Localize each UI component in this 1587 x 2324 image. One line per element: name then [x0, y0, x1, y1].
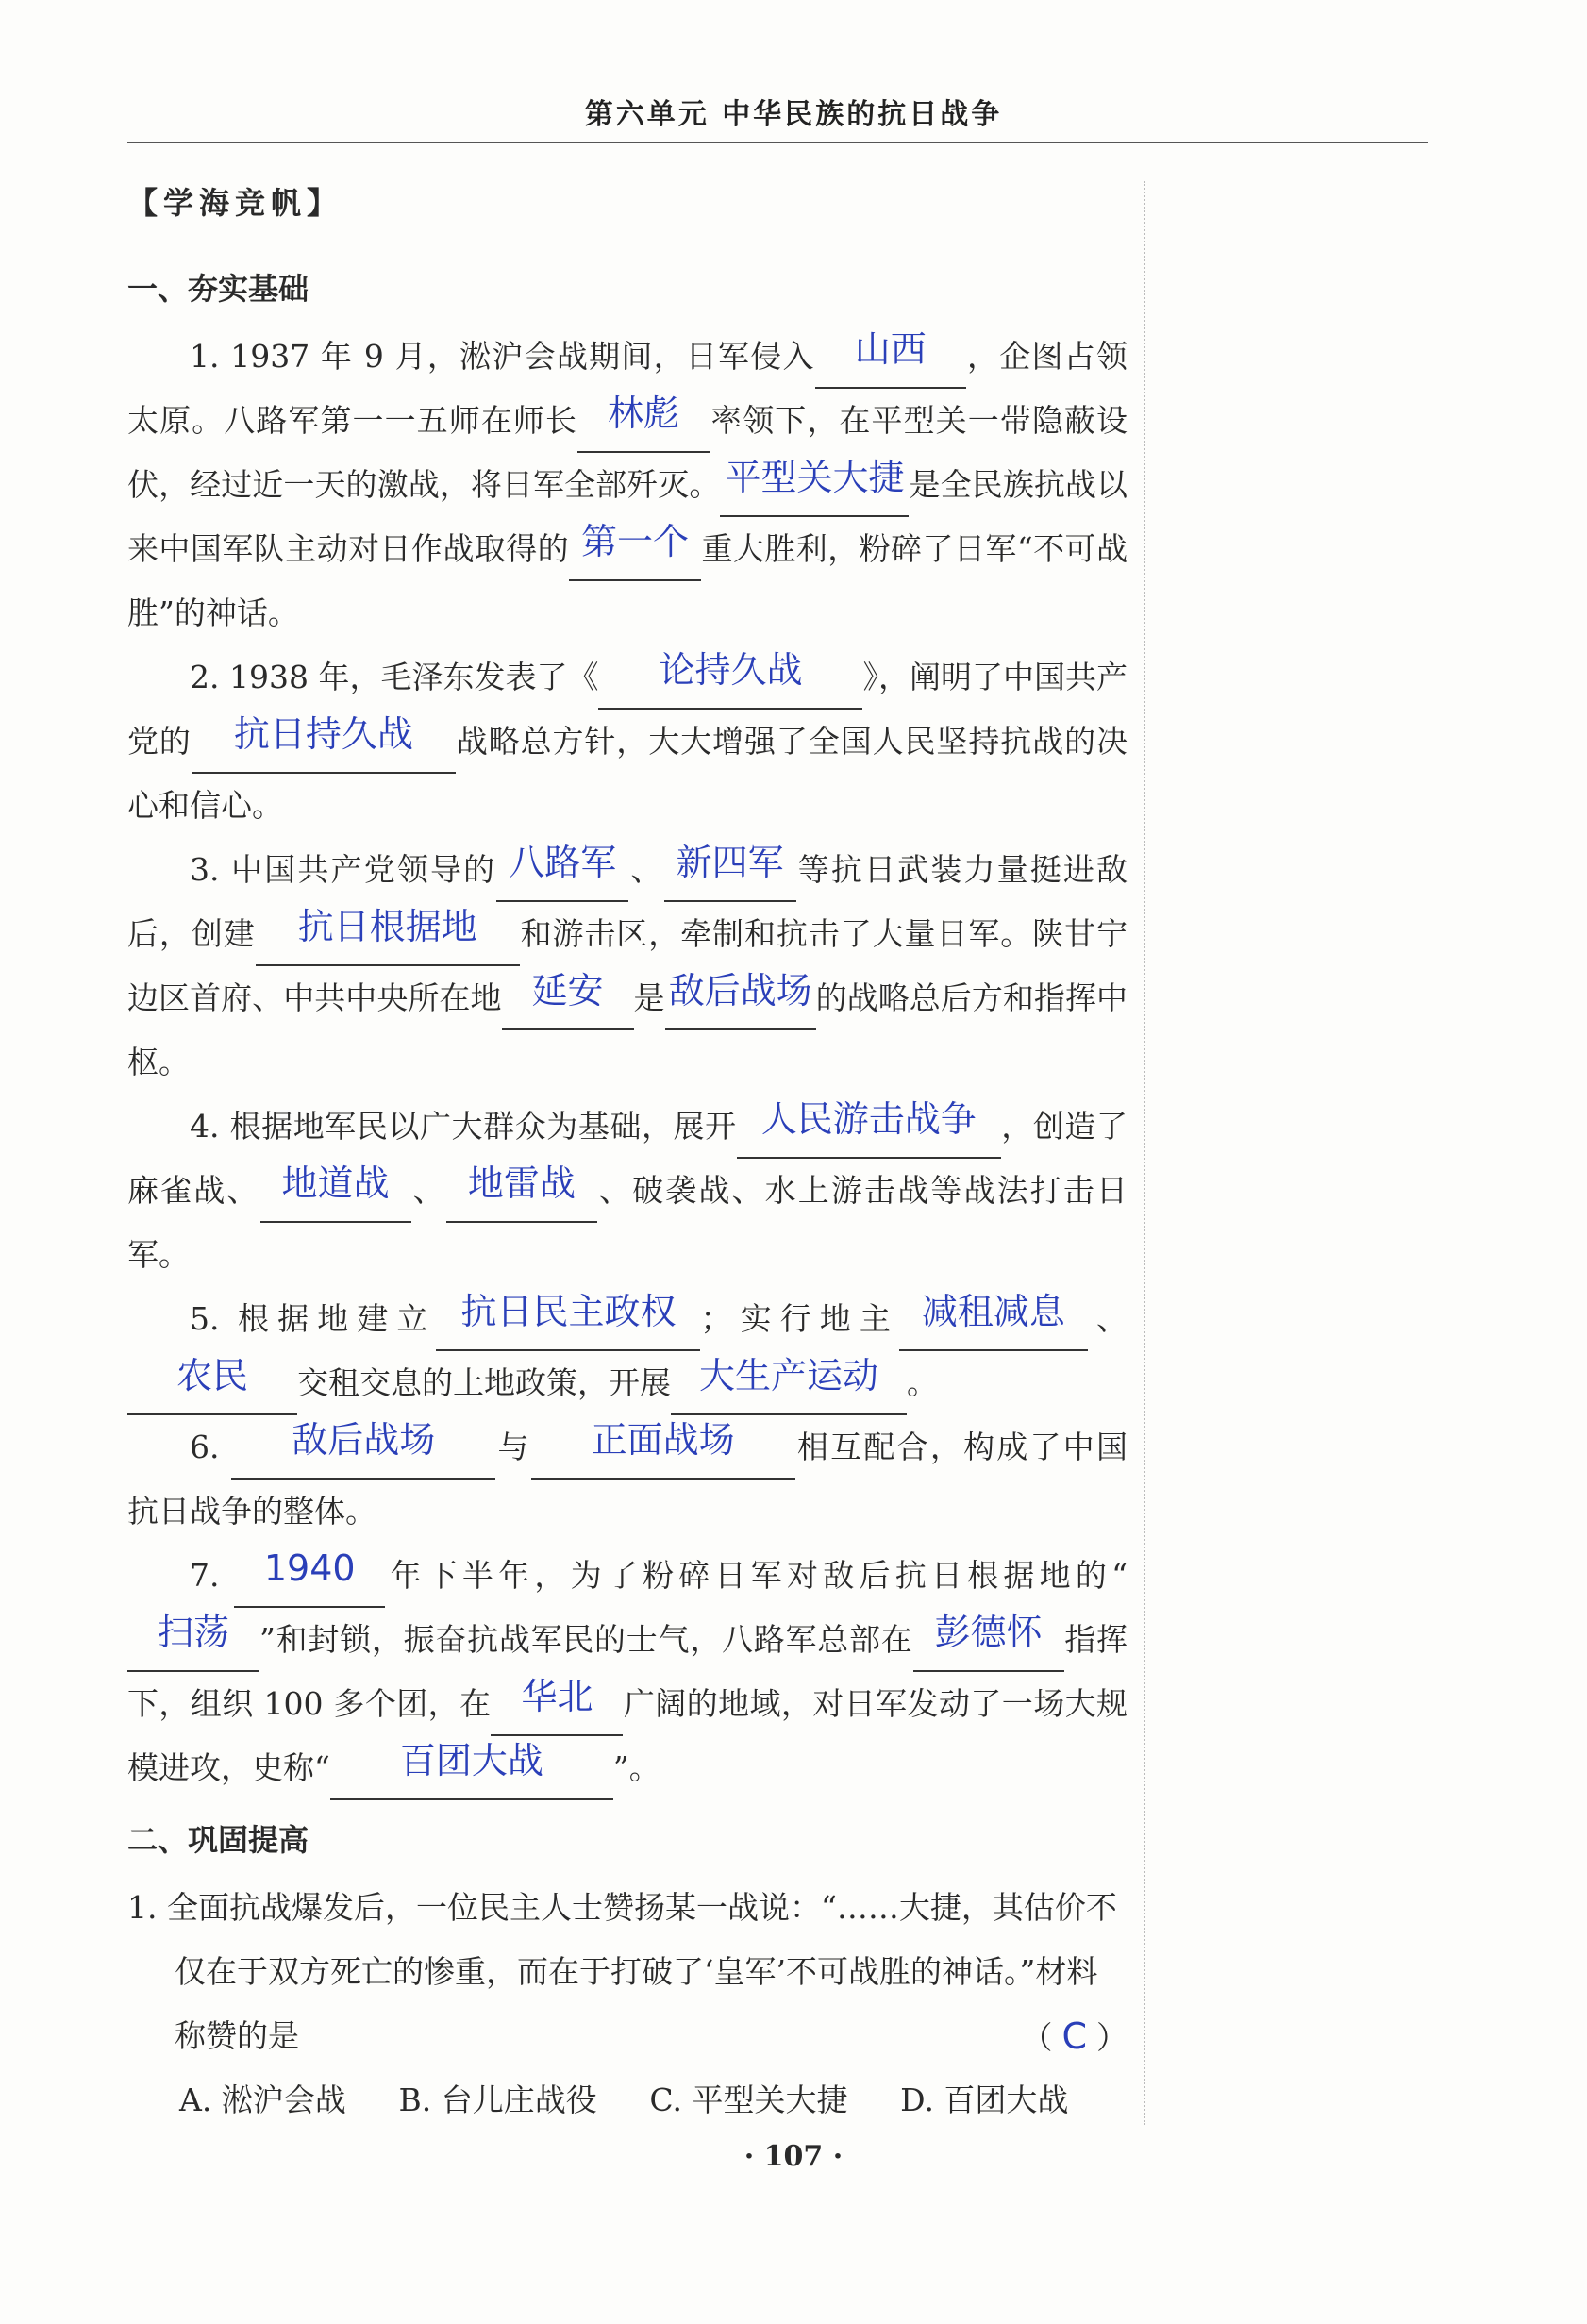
q7-text: 指挥下，组织 100 多个团，在	[127, 1621, 1128, 1722]
answer-blank[interactable]	[234, 1547, 385, 1608]
answer-blank[interactable]	[491, 1676, 623, 1736]
q3-text: 、	[628, 851, 664, 888]
q2-text: 》，阐明了中国共产党的	[127, 659, 1128, 760]
handwritten-answer: 论持久战	[659, 649, 803, 691]
handwritten-answer: 第一个	[581, 521, 690, 562]
question-3	[127, 838, 1128, 1095]
handwritten-answer: 华北	[521, 1676, 593, 1717]
handwritten-choice: C	[1061, 2015, 1087, 2057]
bracket-open: （	[1021, 2019, 1053, 2056]
answer-blank[interactable]	[737, 1098, 1001, 1159]
q7-text: ”和封锁，振奋抗战军民的士气，八路军总部在	[259, 1621, 913, 1658]
section-tag: 【学海竞帆】	[127, 185, 343, 221]
answer-blank[interactable]	[815, 328, 966, 389]
q3-text: 等抗日武装力量挺进敌后，创建	[127, 851, 1128, 952]
handwritten-answer: 地道战	[281, 1162, 390, 1204]
q6-text: 6.	[190, 1429, 232, 1465]
handwritten-answer: 敌后战场	[292, 1419, 436, 1461]
answer-blank[interactable]	[436, 1291, 700, 1351]
handwritten-answer: 平型关大捷	[725, 457, 905, 498]
q2-text: 2. 1938 年，毛泽东发表了《	[190, 659, 599, 695]
handwritten-answer: 百团大战	[399, 1740, 543, 1781]
option-d[interactable]: D. 百团大战	[900, 2082, 1069, 2118]
q7-text: 广阔的地域，对日军发动了一场大规模进攻，史称“	[127, 1685, 1128, 1786]
unit-title: 第六单元 中华民族的抗日战争	[584, 98, 1003, 131]
answer-blank[interactable]	[664, 842, 796, 902]
q3-text: 是	[633, 979, 665, 1016]
page-number: · 107 ·	[743, 2140, 844, 2173]
answer-blank[interactable]	[598, 649, 862, 710]
answer-blank[interactable]	[446, 1162, 597, 1223]
q6-text: 与	[495, 1429, 531, 1465]
q5-text: ；实行地主	[700, 1300, 899, 1337]
q3-text: 的战略总后方和指挥中枢。	[127, 979, 1128, 1080]
handwritten-answer: 山西	[854, 328, 927, 370]
q4-text: 、	[410, 1172, 446, 1209]
answer-blank[interactable]	[913, 1612, 1064, 1672]
answer-blank[interactable]	[127, 1612, 259, 1672]
answer-blank[interactable]	[569, 521, 701, 581]
question-5	[127, 1287, 1128, 1415]
answer-blank[interactable]	[899, 1291, 1088, 1351]
mcq-question-1	[127, 1876, 1128, 2068]
handwritten-answer: 人民游击战争	[760, 1098, 977, 1140]
q4-text: ，创造了麻雀战、	[127, 1108, 1128, 1209]
question-1	[127, 325, 1128, 645]
handwritten-answer: 1940	[263, 1547, 356, 1589]
answer-blank[interactable]	[577, 393, 710, 453]
handwritten-answer: 林彪	[608, 393, 680, 434]
answer-blank[interactable]	[720, 457, 909, 517]
handwritten-answer: 八路军	[509, 842, 617, 883]
mcq-stem: 1. 全面抗战爆发后，一位民主人士赞扬某一战说：“……大捷，其估价不仅在于双方死亡的惨重，而在于打破了‘皇军’不可战胜的神话。”材料称赞的是	[127, 1889, 1117, 2054]
answer-blank[interactable]	[127, 1355, 297, 1415]
part2-title: 二、巩固提高	[127, 1822, 309, 1858]
q1-text: 重大胜利，粉碎了日军“不可战胜”的神话。	[127, 530, 1128, 631]
q5-text: 、	[1087, 1300, 1128, 1337]
answer-blank[interactable]	[671, 1355, 907, 1415]
handwritten-answer: 减租减息	[921, 1291, 1065, 1332]
answer-bracket[interactable]	[1021, 2004, 1128, 2070]
margin-rule	[1144, 181, 1145, 2125]
q5-text: 交租交息的土地政策，开展	[297, 1364, 671, 1401]
q7-text: 年下半年，为了粉碎日军对敌后抗日根据地的“	[385, 1557, 1128, 1594]
answer-blank[interactable]	[256, 906, 520, 966]
q1-text: ，企图占领太原。八路军第一一五师在师长	[127, 338, 1128, 439]
handwritten-answer: 彭德怀	[934, 1612, 1043, 1653]
question-4	[127, 1095, 1128, 1287]
answer-blank[interactable]	[502, 970, 634, 1030]
handwritten-answer: 抗日持久战	[233, 713, 413, 755]
answer-blank[interactable]	[192, 713, 456, 774]
handwritten-answer: 敌后战场	[668, 970, 812, 1012]
handwritten-answer: 农民	[175, 1355, 248, 1396]
option-a[interactable]: A. 淞沪会战	[179, 2082, 346, 2118]
question-7	[127, 1544, 1128, 1800]
handwritten-answer: 抗日民主政权	[460, 1291, 677, 1332]
q7-text: ”。	[612, 1749, 660, 1786]
handwritten-answer: 抗日根据地	[297, 906, 477, 947]
answer-blank[interactable]	[330, 1740, 613, 1800]
question-2	[127, 645, 1128, 838]
answer-blank[interactable]	[496, 842, 628, 902]
q5-text: 。	[907, 1364, 938, 1401]
handwritten-answer: 新四军	[676, 842, 784, 883]
answer-blank[interactable]	[531, 1419, 795, 1480]
q2-text: 战略总方针，大大增强了全国人民坚持抗战的决心和信心。	[127, 723, 1128, 824]
q6-text: 相互配合，构成了中国抗日战争的整体。	[127, 1429, 1128, 1530]
q4-text: 4. 根据地军民以广大群众为基础，展开	[190, 1108, 737, 1145]
q7-text: 7.	[190, 1557, 235, 1594]
q1-text: 1. 1937 年 9 月，淞沪会战期间，日军侵入	[190, 338, 815, 375]
header-rule	[127, 142, 1428, 143]
q4-text: 、破袭战、水上游击战等战法打击日军。	[127, 1172, 1128, 1273]
handwritten-answer: 正面战场	[591, 1419, 735, 1461]
part1-title: 一、夯实基础	[127, 271, 309, 307]
q1-text: 是全民族抗战以来中国军队主动对日作战取得的	[127, 466, 1128, 567]
handwritten-answer: 大生产运动	[698, 1355, 878, 1396]
q1-text: 率领下，在平型关一带隐蔽设伏，经过近一天的激战，将日军全部歼灭。	[127, 402, 1128, 503]
page-content	[127, 179, 1128, 2132]
option-b[interactable]: B. 台儿庄战役	[398, 2082, 597, 2118]
answer-blank[interactable]	[665, 970, 816, 1030]
q3-text: 3. 中国共产党领导的	[190, 851, 497, 888]
option-c[interactable]: C. 平型关大捷	[649, 2082, 848, 2118]
q5-text: 5. 根据地建立	[190, 1300, 437, 1337]
handwritten-answer: 扫荡	[157, 1612, 229, 1653]
question-6	[127, 1415, 1128, 1544]
bracket-close: ）	[1096, 2019, 1128, 2056]
answer-blank[interactable]	[260, 1162, 411, 1223]
mcq-options	[127, 2068, 1068, 2132]
handwritten-answer: 地雷战	[467, 1162, 576, 1204]
q3-text: 和游击区，牵制和抗击了大量日军。陕甘宁边区首府、中共中央所在地	[127, 915, 1128, 1016]
answer-blank[interactable]	[231, 1419, 495, 1480]
handwritten-answer: 延安	[531, 970, 604, 1012]
